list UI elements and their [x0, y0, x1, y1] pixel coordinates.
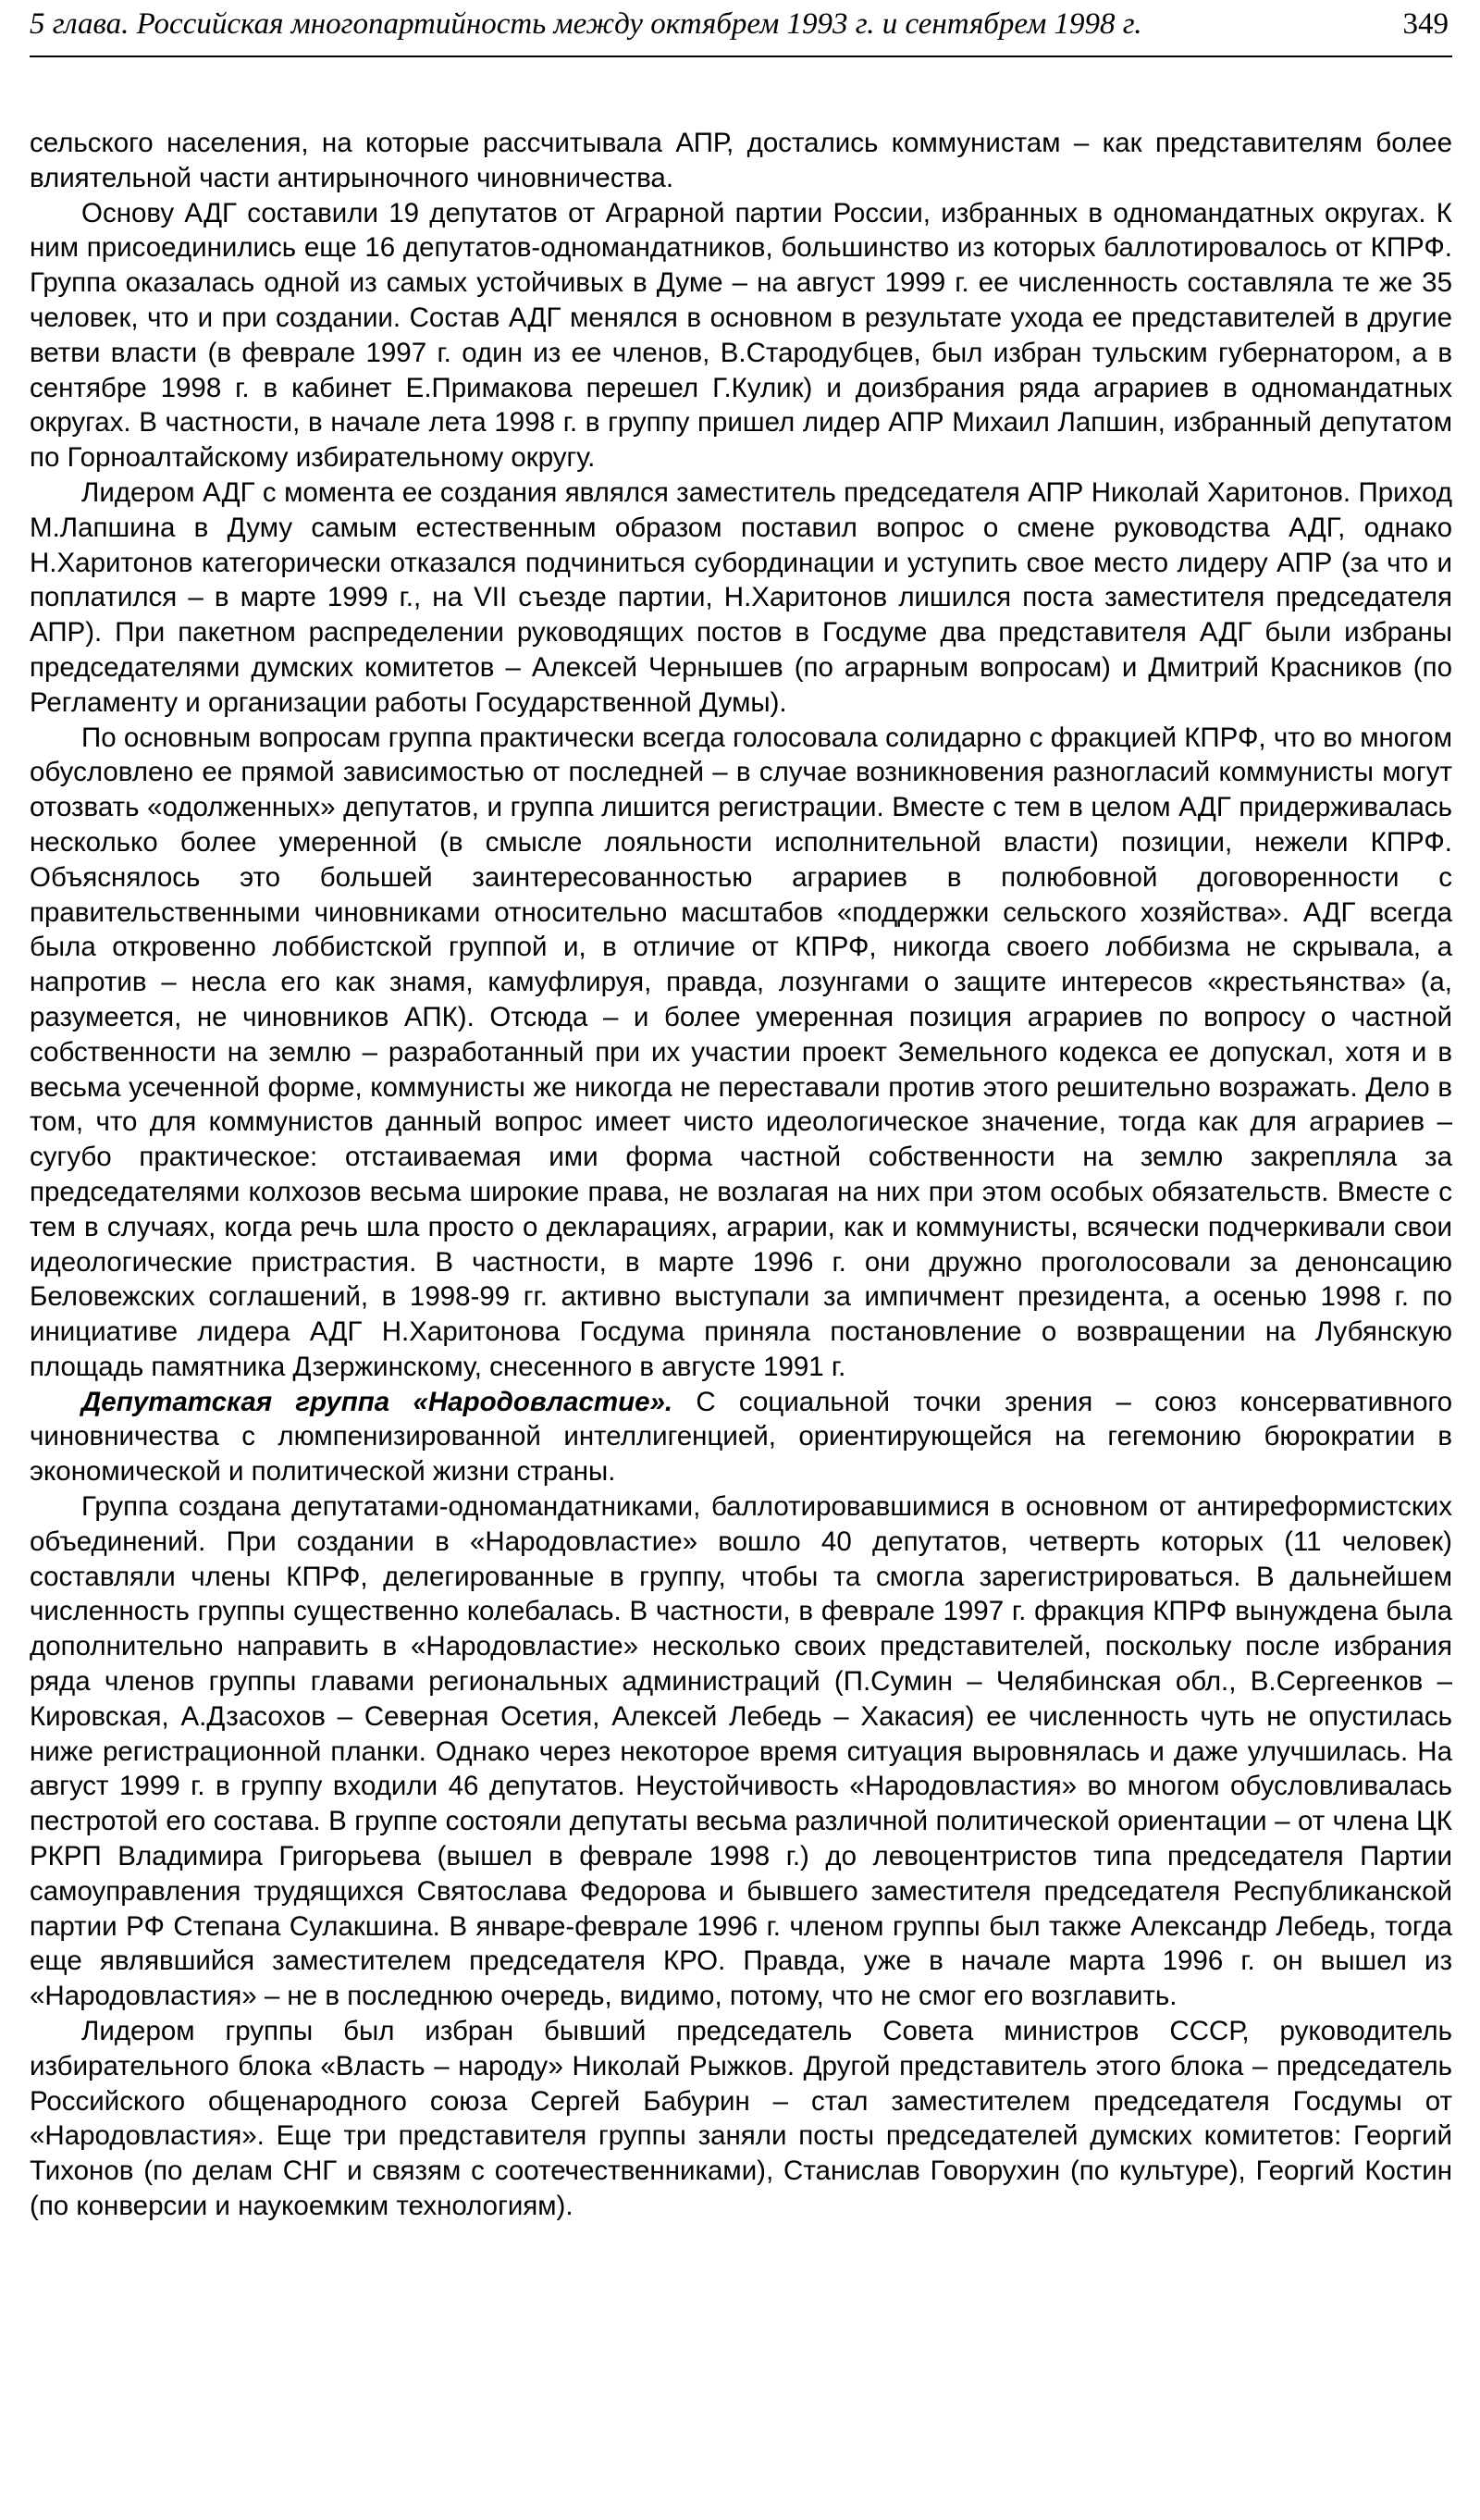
paragraph: Группа создана депутатами-одномандатниками, баллотировавшимися в основном от антиреформистских объединений. При создании в «Народовластие» вошло 40 депутатов, четверть которых (11 человек) составляли члены КПРФ, делегированные в группу, чтобы та смогла зарегистрироваться. В дальнейшем численность группы существенно колебалась. В частности, в феврале 1997 г. фракция КПРФ вынуждена была дополнительно направить в «Народовластие» несколько своих представителей, поскольку после избрания ряда членов группы главами региональных администраций (П.Сумин – Челябинская обл., В.Сергеенков – Кировская, А.Дзасохов – Северная Осетия, Алексей Лебедь – Хакасия) ее численность чуть не опустилась ниже регистрационной планки. Однако через некоторое время ситуация выровнялась и даже улучшилась. На август 1999 г. в группу входили 46 депутатов. Неустойчивость «Народовластия» во многом обусловливалась пестротой его состава. В группе состояли депутаты весьма различной политической ориентации – от члена ЦК РКРП Владимира Григорьева (вышел в феврале 1998 г.) до левоцентристов типа председателя Партии самоуправления трудящихся Святослава Федорова и бывшего заместителя председателя Республиканской партии РФ Степана Сулакшина. В январе-феврале 1996 г. членом группы был также Александр Лебедь, тогда еще являвшийся заместителем председателя КРО. Правда, уже в начале марта 1996 г. он вышел из «Народовластия» – не в последнюю очередь, видимо, потому, что не смог его возглавить. [30, 1491, 1452, 2012]
book-page [30, 0, 1452, 2224]
page-number: 349 [1402, 7, 1449, 41]
paragraph: По основным вопросам группа практически всегда голосовала солидарно с фракцией КПРФ, что во многом обусловлено ее прямой зависимостью от последней – в случае возникновения разногласий коммунисты могут отозвать «одолженных» депутатов, и группа лишится регистрации. Вместе с тем в целом АДГ придерживалась несколько более умеренной (в смысле лояльности исполнительной власти) позиции, нежели КПРФ. Объяснялось это большей заинтересованностью аграриев в полюбовной договоренности с правительственными чиновниками относительно масштабов «поддержки сельского хозяйства». АДГ всегда была откровенно лоббистской группой и, в отличие от КПРФ, никогда своего лоббизма не скрывала, а напротив – несла его как знамя, камуфлируя, правда, лозунгами о защите интересов «крестьянства» (а, разумеется, не чиновников АПК). Отсюда – и более умеренная позиция аграриев по вопросу о частной собственности на землю – разработанный при их участии проект Земельного кодекса ее допускал, хотя и в весьма усеченной форме, коммунисты же никогда не переставали против этого решительно возражать. Дело в том, что для коммунистов данный вопрос имеет чисто идеологическое значение, тогда как для аграриев – сугубо практическое: отстаиваемая ими форма частной собственности на землю закрепляла за председателями колхозов весьма широкие права, не возлагая на них при этом особых обязательств. Вместе с тем в случаях, когда речь шла просто о декларациях, аграрии, как и коммунисты, всячески подчеркивали свои идеологические пристрастия. В частности, в марте 1996 г. они дружно проголосовали за денонсацию Беловежских соглашений, в 1998-99 гг. активно выступали за импичмент президента, а осенью 1998 г. по инициативе лидера АДГ Н.Харитонова Госдума приняла постановление о возвращении на Лубянскую площадь памятника Дзержинскому, снесенного в августе 1991 г. [30, 722, 1452, 1382]
paragraph-text: С социальной точки зрения – союз консервативного чиновничества с люмпенизированной интеллигенцией, ориентирующейся на гегемонию бюрократии в экономической и политической жизни страны. [30, 1386, 1453, 1488]
body-text [30, 126, 1452, 2224]
paragraph: Лидером группы был избран бывший председатель Совета министров СССР, руководитель избирательного блока «Власть – народу» Николай Рыжков. Другой представитель этого блока – председатель Российского общенародного союза Сергей Бабурин – стал заместителем председателя Госдумы от «Народовластия». Еще три представителя группы заняли посты председателей думских комитетов: Георгий Тихонов (по делам СНГ и связям с соотечественниками), Станислав Говорухин (по культуре), Георгий Костин (по конверсии и наукоемким технологиям). [30, 2016, 1452, 2222]
section-paragraph [30, 1385, 1452, 1489]
paragraph: Основу АДГ составили 19 депутатов от Аграрной партии России, избранных в одномандатных округах. К ним присоединились еще 16 депутатов-одномандатников, большинство из которых баллотировалось от КПРФ. Группа оказалась одной из самых устойчивых в Думе – на август 1999 г. ее численность составляла те же 35 человек, что и при создании. Состав АДГ менялся в основном в результате ухода ее представителей в другие ветви власти (в феврале 1997 г. один из ее членов, В.Стародубцев, был избран тульским губернатором, а в сентябре 1998 г. в кабинет Е.Примакова перешел Г.Кулик) и доизбрания ряда аграриев в одномандатных округах. В частности, в начале лета 1998 г. в группу пришел лидер АПР Михаил Лапшин, избранный депутатом по Горноалтайскому избирательному округу. [30, 197, 1452, 474]
paragraph: сельского населения, на которые рассчитывала АПР, достались коммунистам – как представителям более влиятельной части антирыночного чиновничества. [30, 128, 1452, 193]
section-heading: Депутатская группа «Народовластие». [81, 1386, 673, 1417]
running-header [30, 0, 1452, 57]
chapter-title: 5 глава. Российская многопартийность между октябрем 1993 г. и сентябрем 1998 г. [30, 7, 1142, 41]
paragraph: Лидером АДГ с момента ее создания являлся заместитель председателя АПР Николай Харитонов. Приход М.Лапшина в Думу самым естественным образом поставил вопрос о смене руководства АДГ, однако Н.Харитонов категорически отказался подчиниться субординации и уступить свое место лидеру АПР (за что и поплатился – в марте 1999 г., на VII съезде партии, Н.Харитонов лишился поста заместителя председателя АПР). При пакетном распределении руководящих постов в Госдуме два представителя АДГ были избраны председателями думских комитетов – Алексей Чернышев (по аграрным вопросам) и Дмитрий Красников (по Регламенту и организации работы Государственной Думы). [30, 476, 1452, 718]
